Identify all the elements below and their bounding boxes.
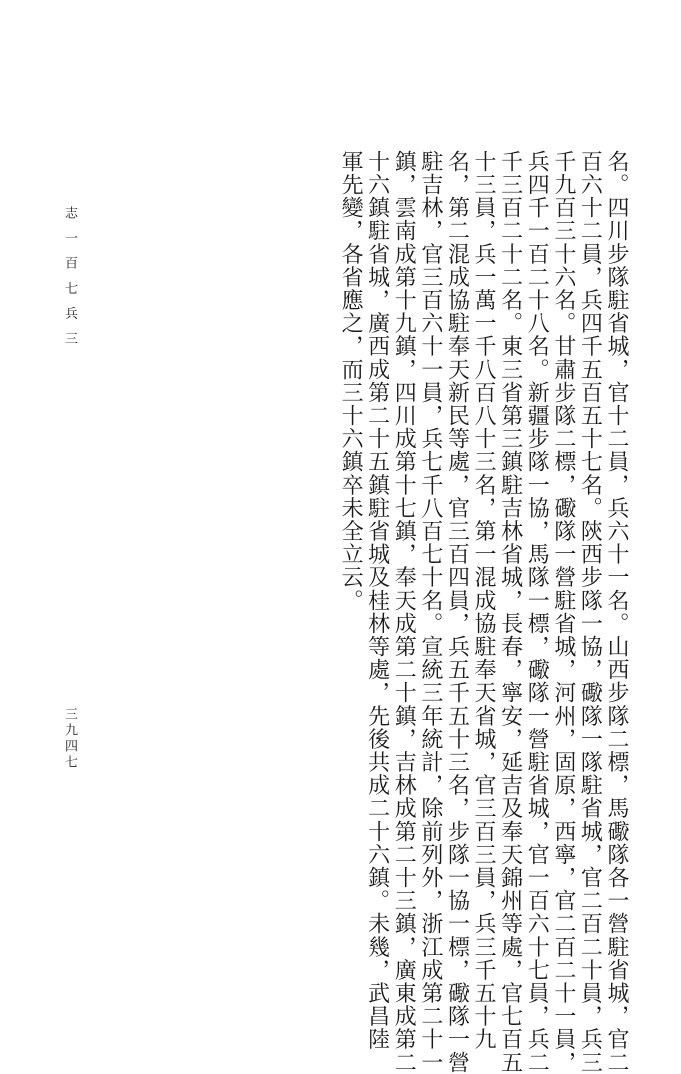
main-text [336,150,629,1074]
text-column: 鎮，雲南成第十九鎮，四川成第十七鎮，奉天成第二十鎮，吉林成第二十三鎮，廣東成第二 [391,150,417,1074]
text-column: 千三百二十二名。東三省第三鎮駐吉林省城，長春，寧安，延吉及奉天錦州等處，官七百五 [497,150,523,1074]
text-column: 軍先變，各省應之，而三十六鎮卒未全立云。 [338,150,364,612]
text-column: 駐吉林，官三百六十一員，兵七千八百七十名。宣統三年統計，除前列外，浙江成第二十一 [417,150,443,1074]
text-column: 兵四千一百二十八名。新疆步隊一協，馬隊一標，礮隊一營駐省城，官一百六十七員，兵二 [524,150,550,1074]
text-column: 名，第二混成協駐奉天新民等處，官三百四員，兵五千五十三名，步隊一協一標，礮隊一營 [444,150,470,1074]
text-column: 名。四川步隊駐省城，官十二員，兵六十一名。山西步隊二標，馬礮隊各一營駐省城，官二 [604,150,629,1074]
text-column: 十三員，兵一萬一千八百八十三名，第一混成協駐奉天省城，官三百三員，兵三千五十九 [471,150,497,1051]
page-number: 三九四七 [62,707,77,771]
text-column: 十六鎮駐省城，廣西成第二十五鎮駐省城及桂林等處，先後共成二十六鎮。未幾，武昌陸 [364,150,390,1051]
book-section-label: 志 一 百 七 兵 三 [62,206,77,349]
text-column: 百六十二員，兵四千五百五十七名。陝西步隊一協，礮隊一隊駐省城，官二百二十員，兵三 [577,150,603,1074]
text-column: 千九百三十六名。甘肅步隊二標，礮隊一營駐省城，河州，固原，西寧，官二百二十一員， [550,150,576,1074]
